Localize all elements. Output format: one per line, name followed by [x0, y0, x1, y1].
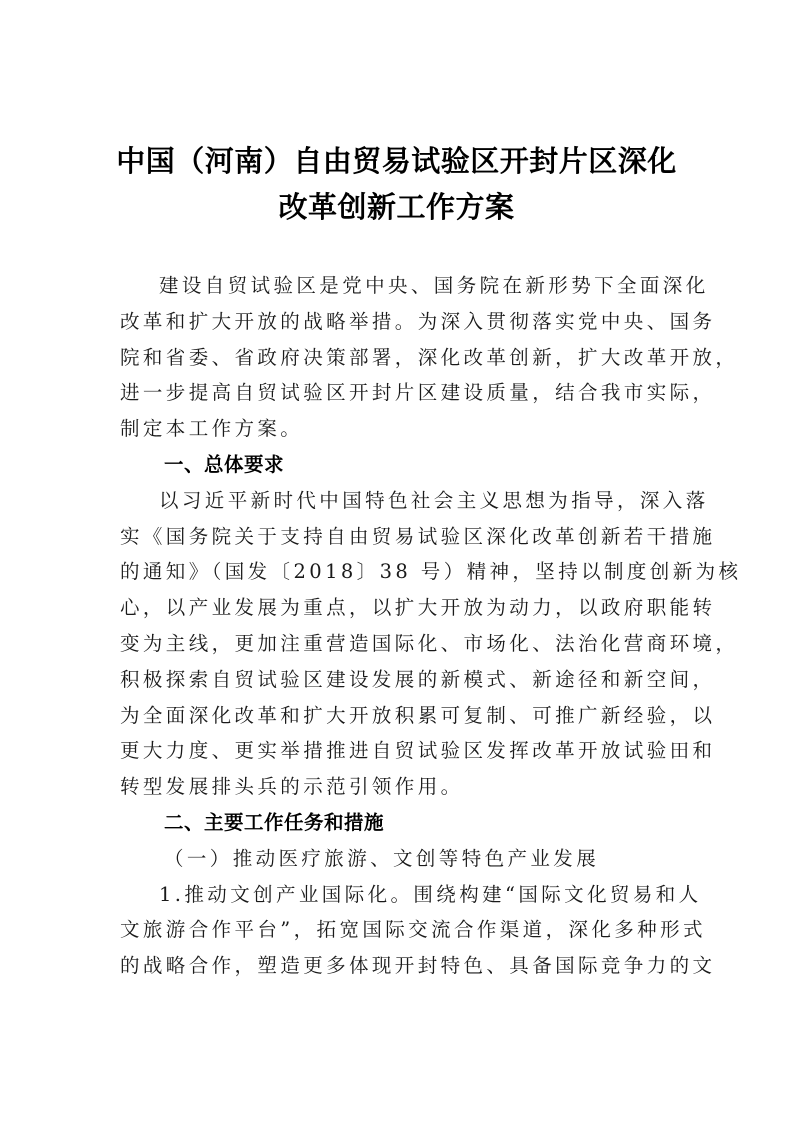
text-line: 的战略合作，塑造更多体现开封特色、具备国际竞争力的文: [120, 954, 716, 978]
section-heading-1: 一、总体要求: [164, 452, 285, 476]
text-line: 以习近平新时代中国特色社会主义思想为指导，深入落: [159, 488, 709, 512]
text-line: 积极探索自贸试验区建设发展的新模式、新途径和新空间，: [120, 667, 716, 691]
section2-paragraph: [120, 877, 716, 984]
intro-paragraph: [120, 268, 739, 447]
text-line: 文旅游合作平台”，拓宽国际交流合作渠道，深化多种形式: [120, 918, 706, 942]
title-line: 中国（河南）自由贸易试验区开封片区深化: [116, 144, 677, 178]
document-title: [100, 138, 693, 230]
document-body: [120, 268, 742, 984]
text-line: 制定本工作方案。: [120, 417, 304, 441]
text-line: 进一步提高自贸试验区开封片区建设质量，结合我市实际，: [120, 381, 716, 405]
text-line: 为全面深化改革和扩大开放积累可复制、可推广新经验，以: [120, 703, 716, 727]
text-line: 实《国务院关于支持自由贸易试验区深化改革创新若干措施: [120, 524, 716, 548]
text-line: 建设自贸试验区是党中央、国务院在新形势下全面深化: [159, 274, 709, 297]
text-line: 改革和扩大开放的战略举措。为深入贯彻落实党中央、国务: [120, 309, 716, 333]
text-line: 的通知》（国发〔2018〕38 号）精神，坚持以制度创新为核: [120, 560, 742, 584]
text-line: 转型发展排头兵的示范引领作用。: [120, 775, 464, 799]
text-line: 心，以产业发展为重点，以扩大开放为动力，以政府职能转: [120, 596, 716, 620]
title-line: 改革创新工作方案: [278, 190, 515, 224]
section-heading-2: 二、主要工作任务和措施: [164, 810, 385, 834]
subsection-heading: （一）推动医疗旅游、文创等特色产业发展: [164, 846, 600, 870]
text-line: 院和省委、省政府决策部署，深化改革创新，扩大改革开放，: [120, 345, 739, 369]
text-line: 变为主线，更加注重营造国际化、市场化、法治化营商环境，: [120, 631, 739, 655]
text-line: 更大力度、更实举措推进自贸试验区发挥改革开放试验田和: [120, 739, 716, 763]
text-line: 1.推动文创产业国际化。围绕构建“国际文化贸易和人: [159, 882, 702, 906]
section1-paragraph: [120, 483, 742, 805]
